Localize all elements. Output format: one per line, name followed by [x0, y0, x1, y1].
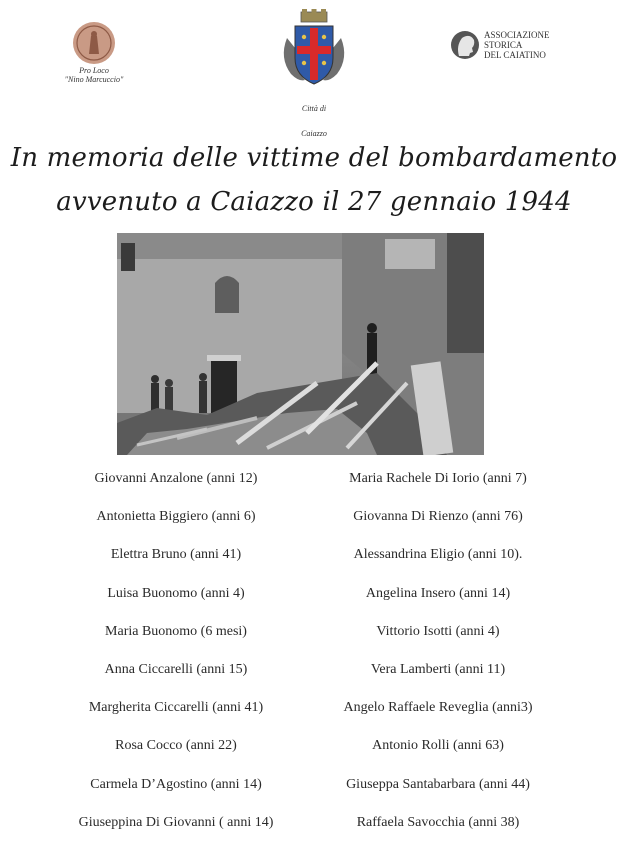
memorial-title-line1: In memoria delle vittime del bombardamento: [10, 143, 618, 173]
victim-name: Vittorio Isotti (anni 4): [376, 623, 500, 639]
victims-list-right: [288, 460, 588, 842]
associazione-text-line2: STORICA: [484, 40, 523, 50]
profile-head-icon: [450, 28, 480, 62]
victim-name: Raffaela Savocchia (anni 38): [356, 814, 520, 830]
pro-loco-logo: [44, 20, 144, 84]
victim-name: Giuseppa Santabarbara (anni 44): [346, 776, 530, 792]
caiazzo-coat-of-arms-icon: [275, 8, 353, 88]
victim-name: Rosa Cocco (anni 22): [115, 738, 237, 754]
victim-name: Luisa Buonomo (anni 4): [107, 585, 245, 601]
victim-name: Giovanna Di Rienzo (anni 76): [353, 509, 523, 525]
victim-name: Angelo Raffaele Reveglia (anni3): [343, 700, 533, 716]
memorial-title-line2: avvenuto a Caiazzo il 27 gennaio 1944: [56, 187, 572, 217]
victim-name: Antonietta Biggiero (anni 6): [96, 509, 256, 525]
associazione-text-line3: DEL CAIATINO: [484, 50, 546, 60]
pro-loco-caption-line1: Pro Loco: [79, 66, 109, 75]
victim-name: Maria Buonomo (6 mesi): [105, 623, 247, 639]
victim-name: Elettra Bruno (anni 41): [110, 547, 242, 563]
victim-name: Giovanni Anzalone (anni 12): [94, 471, 258, 486]
victim-name: Margherita Ciccarelli (anni 41): [88, 700, 264, 716]
pro-loco-seal-icon: [71, 20, 117, 66]
victim-name: Vera Lamberti (anni 11): [370, 661, 506, 677]
victim-name: Anna Ciccarelli (anni 15): [104, 661, 248, 677]
pro-loco-caption-line2: "Nino Marcuccio": [64, 75, 124, 84]
caiazzo-caption-line2: Caiazzo: [301, 129, 327, 138]
victim-name: Antonio Rolli (anni 63): [372, 738, 504, 754]
associazione-logo: [450, 28, 580, 62]
victim-name: Carmela D’Agostino (anni 14): [90, 776, 262, 792]
victim-name: Maria Rachele Di Iorio (anni 7): [349, 471, 527, 486]
victim-name: Alessandrina Eligio (anni 10).: [353, 547, 523, 563]
associazione-text-line1: ASSOCIAZIONE: [484, 30, 550, 40]
bombing-ruins-photo: [117, 233, 484, 455]
caiazzo-caption-line1: Città di: [301, 104, 327, 113]
victim-name: Giuseppina Di Giovanni ( anni 14): [78, 814, 274, 830]
victims-list-left: [26, 460, 326, 842]
victim-name: Angelina Insero (anni 14): [365, 585, 511, 601]
associazione-text: [480, 30, 550, 60]
caiazzo-logo: [264, 8, 364, 138]
